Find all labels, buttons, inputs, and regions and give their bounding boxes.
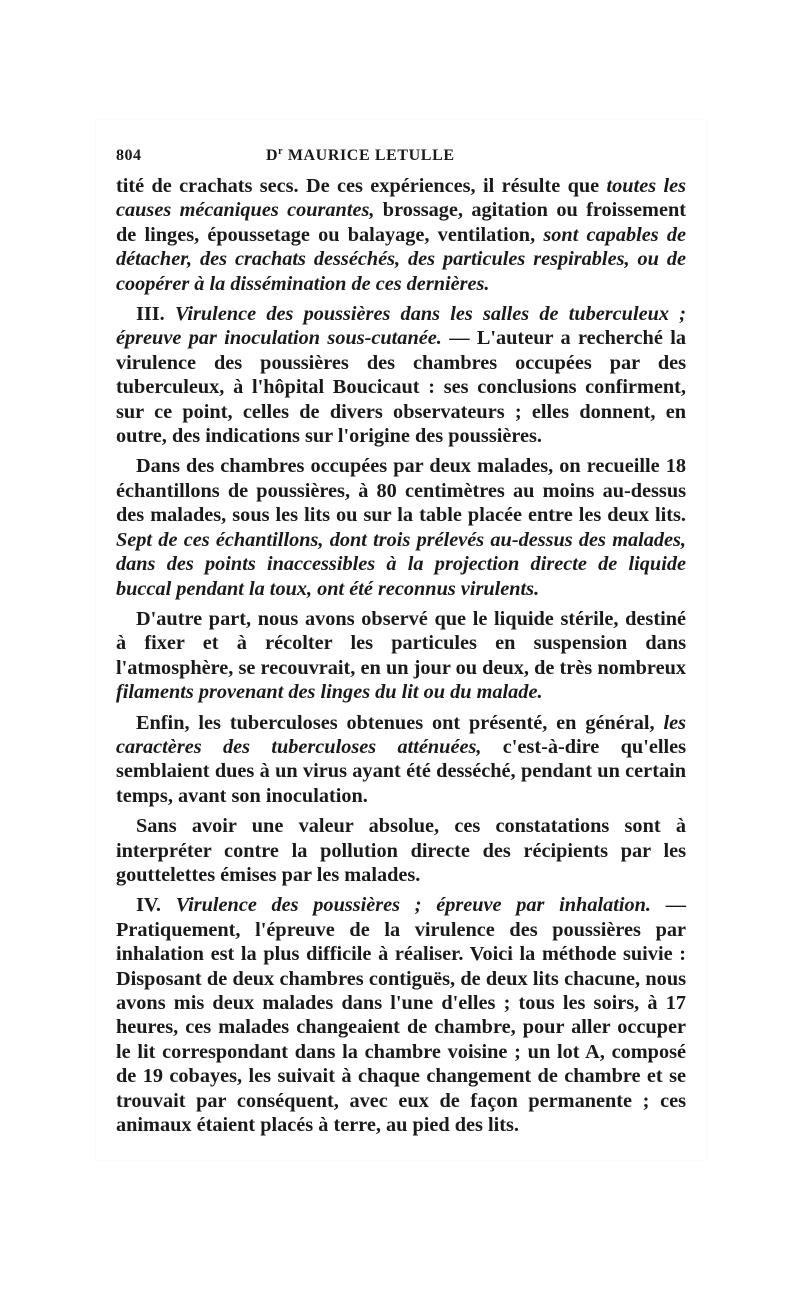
italic-text: Virulence des poussières dans les salles de tuberculeux ; épreuve par inoculation sous-cutanée.: [116, 303, 686, 350]
text-run: — L'auteur a recherché la virulence des poussières des chambres occupées par des tuberculeux, à l'hôpital Boucicaut : ses conclusions confirment, sur ce point, celles de divers observateurs ; elles donnent, en outre, des indications sur l'origine des poussières.: [116, 327, 686, 448]
paragraph: [116, 302, 686, 448]
text-run: IV.: [136, 894, 176, 917]
paragraph: [116, 893, 686, 1137]
author-heading: [266, 140, 455, 168]
text-run: III.: [136, 303, 175, 326]
paragraph: [116, 711, 686, 809]
author-name: MAURICE LETULLE: [287, 147, 455, 164]
author-prefix: D: [266, 147, 279, 164]
italic-text: Sept de ces échantillons, dont trois prélevés au-dessus des malades, dans des points inaccessibles à la projection directe de liquide buccal pendant la toux, ont été reconnus virulents.: [116, 528, 686, 600]
text-run: Sans avoir une valeur absolue, ces constatations sont à interpréter contre la pollution directe des récipients par les gouttelettes émises par les malades.: [116, 815, 686, 886]
text-run: c'est-à-dire qu'elles semblaient dues à un virus ayant été desséché, pendant un certain temps, avant son inoculation.: [116, 735, 686, 807]
page-number: 804: [116, 147, 142, 164]
italic-text: Virulence des poussières ; épreuve par inhalation.: [175, 894, 651, 917]
text-run: brossage, agitation ou froissement de linges, époussetage ou balayage, ventilation,: [116, 199, 686, 246]
text-run: Dans des chambres occupées par deux malades, on recueille 18 échantillons de poussières, à 80 centimètres au moins au-dessus des malades, sous les lits ou sur la table placée entre les deux lits.: [116, 455, 686, 527]
italic-text: les caractères des tuberculoses atténuées,: [116, 711, 686, 758]
paragraph: [116, 454, 686, 600]
author-sup: r: [278, 146, 284, 157]
paragraph: [116, 607, 686, 705]
paragraph: [116, 814, 686, 887]
body-text: [116, 174, 686, 1137]
italic-text: sont capables de détacher, des crachats desséchés, des particules respirables, ou de coopérer à la dissémination de ces dernières.: [116, 223, 686, 295]
page-text: [116, 140, 686, 1137]
italic-text: filaments provenant des linges du lit ou du malade.: [116, 681, 543, 704]
text-run: tité de crachats secs. De ces expériences, il résulte que: [116, 175, 607, 197]
text-run: Enfin, les tuberculoses obtenues ont présenté, en général,: [136, 711, 664, 734]
italic-text: toutes les causes mécaniques courantes,: [116, 175, 687, 222]
text-run: — Pratiquement, l'épreuve de la virulence des poussières par inhalation est la plus difficile à réaliser. Voici la méthode suivie : Disposant de deux chambres contiguës, de deux lits chacune, nous avons mis deux malades dans l'une d'elles ; tous les soirs, à 17 heures, ces malades changeaient de chambre, pour aller occuper le lit correspondant dans la chambre voisine ; un lot A, composé de 19 cobayes, les suivait à chaque changement de chambre et se trouvait par conséquent, avec eux de façon permanente ; ces animaux étaient placés à terre, au pied des lits.: [116, 894, 686, 1137]
scan-top-margin: [0, 0, 800, 110]
running-head: [116, 140, 686, 166]
paragraph: [116, 174, 686, 296]
text-run: D'autre part, nous avons observé que le liquide stérile, destiné à fixer et à récolter les particules en suspension dans l'atmosphère, se recouvrait, en un jour ou deux, de très nombreux: [116, 607, 686, 679]
